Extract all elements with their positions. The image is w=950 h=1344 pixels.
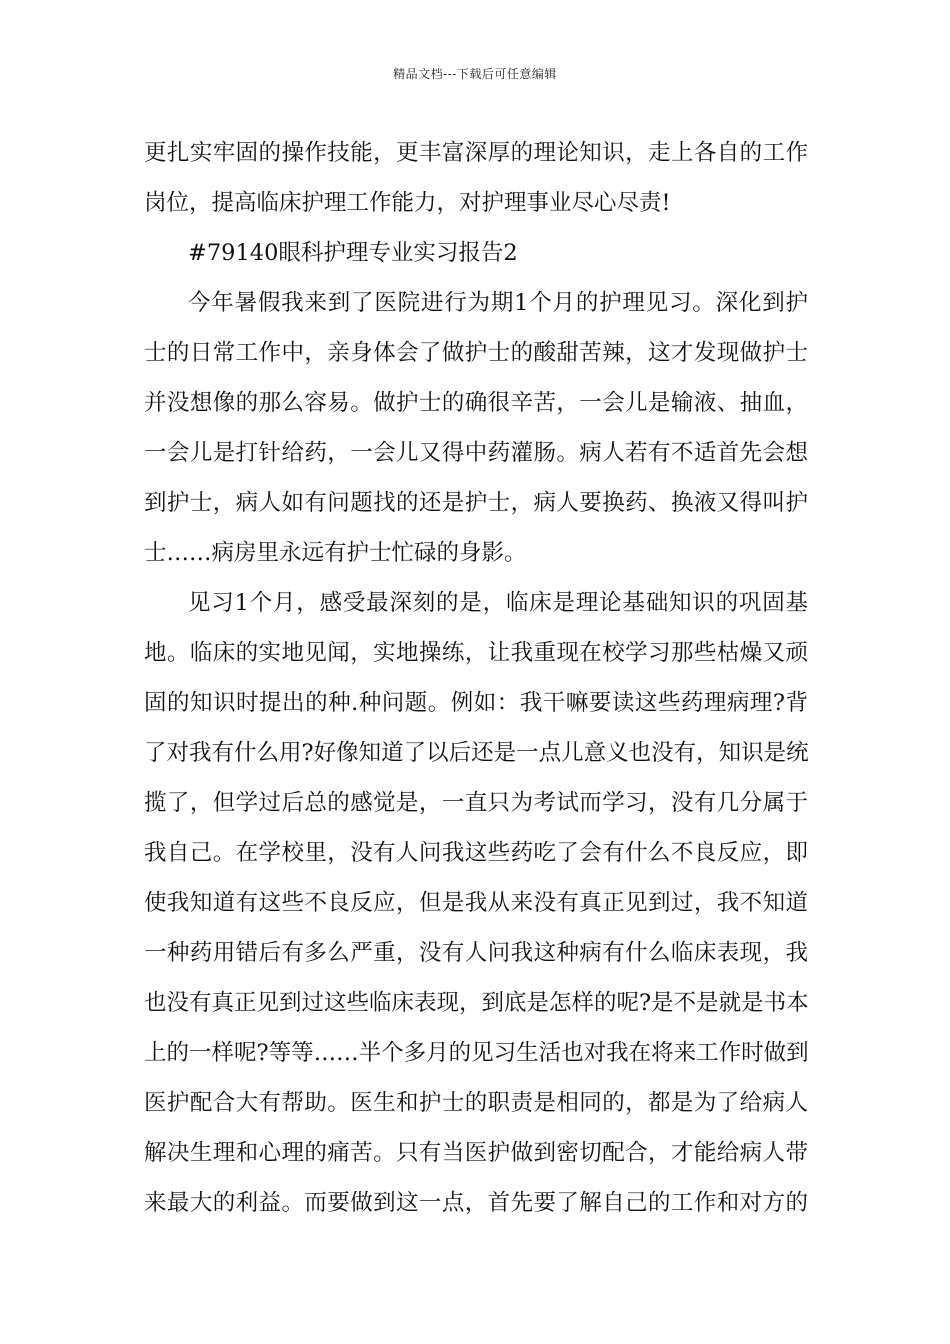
text-line: 一种药用错后有多么严重，没有人问我这种病有什么临床表现，我 [144, 940, 808, 966]
text-line: 到护士，病人如有问题找的还是护士，病人要换药、换液又得叫护 [144, 490, 808, 516]
text-line: 见习1个月，感受最深刻的是，临床是理论基础知识的巩固基 [188, 590, 808, 616]
text-line: 我自己。在学校里，没有人问我这些药吃了会有什么不良反应，即 [144, 840, 808, 866]
text-line: 也没有真正见到过这些临床表现，到底是怎样的呢?是不是就是书本 [144, 990, 809, 1016]
text-line: 医护配合大有帮助。医生和护士的职责是相同的，都是为了给病人 [144, 1090, 808, 1116]
text-line: 更扎实牢固的操作技能，更丰富深厚的理论知识，走上各自的工作 [144, 140, 808, 166]
text-line: 来最大的利益。而要做到这一点，首先要了解自己的工作和对方的 [144, 1190, 808, 1216]
text-line: 一会儿是打针给药，一会儿又得中药灌肠。病人若有不适首先会想 [144, 440, 808, 466]
section-title: #79140眼科护理专业实习报告2 [188, 240, 518, 266]
text-line: 士……病房里永远有护士忙碌的身影。 [144, 540, 527, 566]
document-body [144, 128, 808, 1228]
text-line: 使我知道有这些不良反应，但是我从来没有真正见到过，我不知道 [144, 890, 808, 916]
page-header: 精品文档---下载后可任意编辑 [393, 67, 557, 81]
text-line: 了对我有什么用?好像知道了以后还是一点儿意义也没有，知识是统 [144, 740, 809, 766]
text-line: 今年暑假我来到了医院进行为期1个月的护理见习。深化到护 [188, 290, 808, 316]
text-line: 岗位，提高临床护理工作能力，对护理事业尽心尽责! [144, 190, 671, 216]
text-line: 地。临床的实地见闻，实地操练，让我重现在校学习那些枯燥又顽 [144, 640, 808, 666]
text-line: 揽了，但学过后总的感觉是，一直只为考试而学习，没有几分属于 [144, 790, 808, 816]
text-line: 固的知识时提出的种.种问题。例如：我干嘛要读这些药理病理?背 [144, 690, 808, 716]
text-line: 解决生理和心理的痛苦。只有当医护做到密切配合，才能给病人带 [144, 1140, 808, 1166]
text-line: 上的一样呢?等等……半个多月的见习生活也对我在将来工作时做到 [144, 1040, 809, 1066]
text-line: 士的日常工作中，亲身体会了做护士的酸甜苦辣，这才发现做护士 [144, 340, 808, 366]
text-line: 并没想像的那么容易。做护士的确很辛苦，一会儿是输液、抽血， [144, 390, 808, 416]
